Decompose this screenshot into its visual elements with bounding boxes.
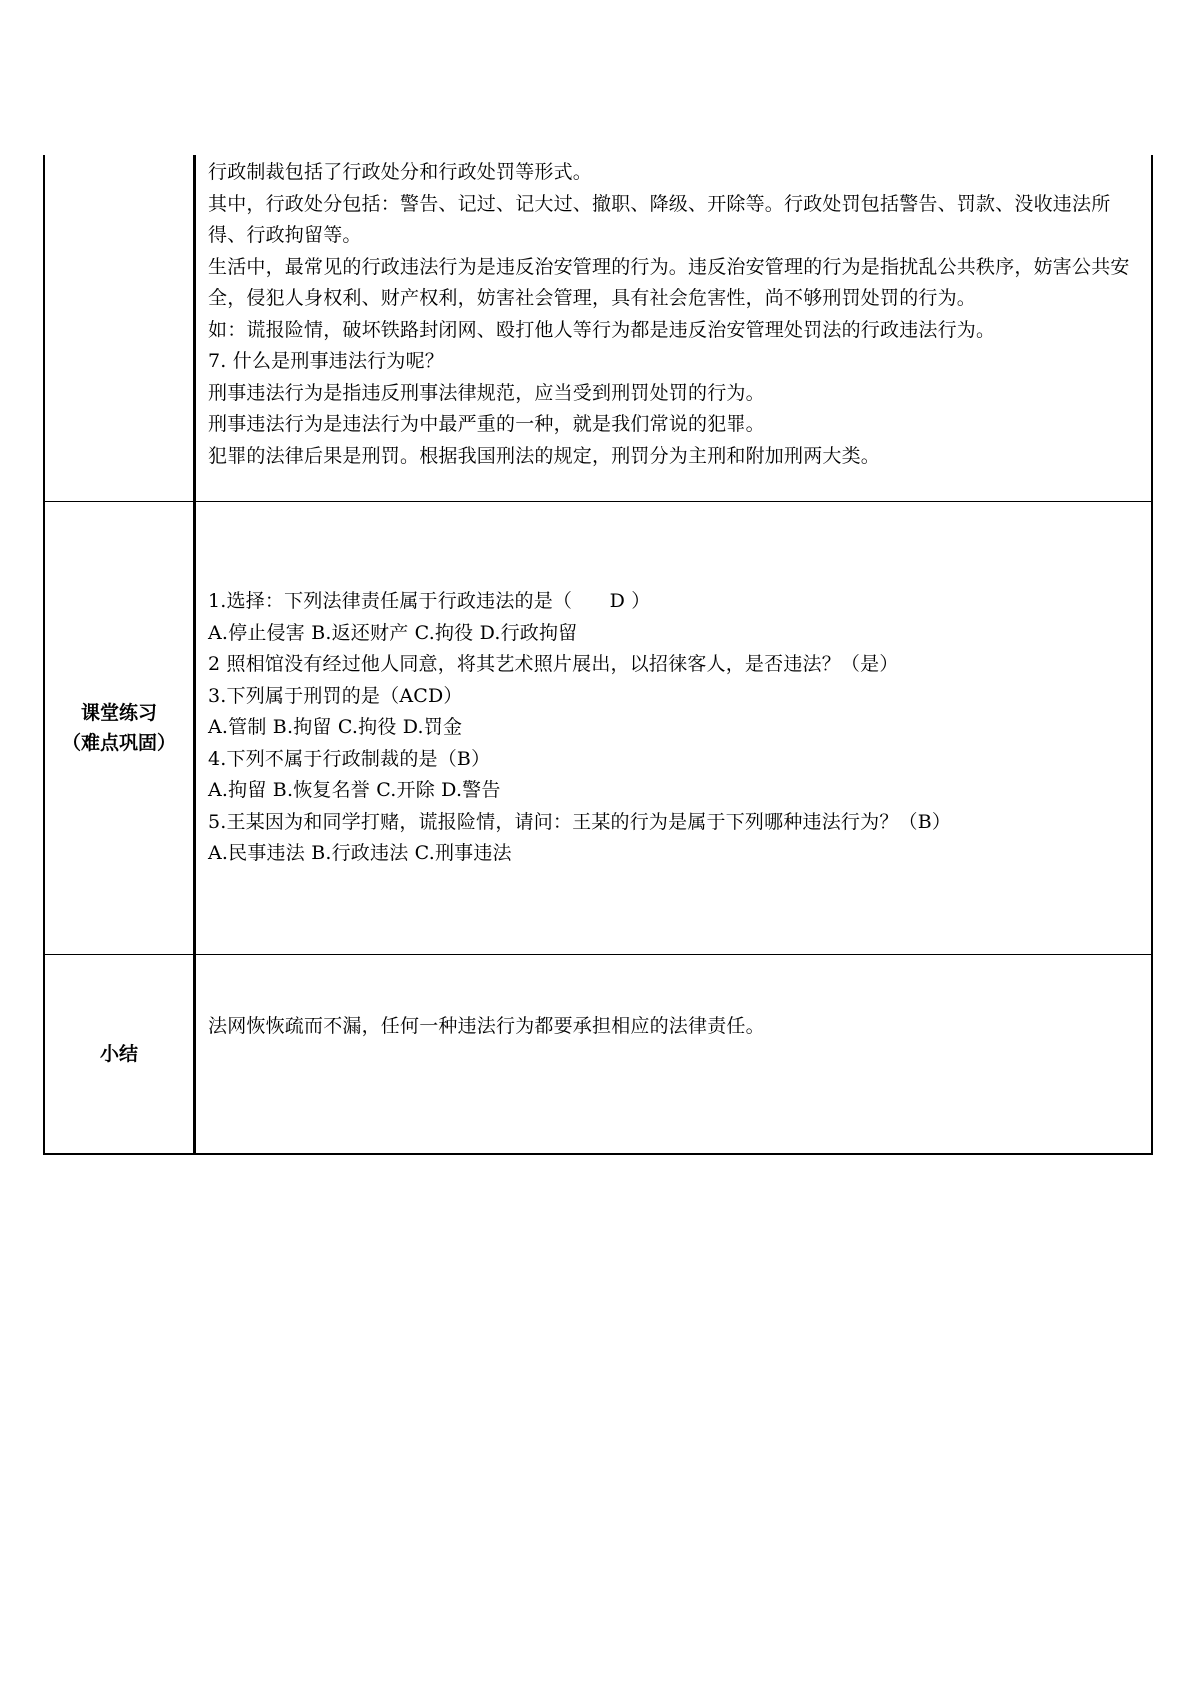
summary-block — [208, 955, 1139, 1043]
row-label: 小结 — [99, 1043, 138, 1065]
paragraph: 犯罪的法律后果是刑罚。根据我国刑法的规定，刑罚分为主刑和附加刑两大类。 — [208, 444, 881, 467]
paragraph: 7. 什么是刑事违法行为呢？ — [208, 350, 444, 372]
options: A.民事违法 B.行政违法 C.刑事违法 — [208, 842, 512, 864]
question: 4.下列不属于行政制裁的是（B） — [208, 747, 491, 770]
paragraph: 行政制裁包括了行政处分和行政处罚等形式。 — [208, 161, 593, 183]
content-block — [208, 155, 1139, 472]
table-row — [44, 155, 1152, 502]
paragraph: 刑事违法行为是指违反刑事法律规范，应当受到刑罚处罚的行为。 — [208, 381, 765, 404]
paragraph: 其中，行政处分包括：警告、记过、记大过、撤职、降级、开除等。行政处罚包括警告、罚款、没收违法所得、行政拘留等。 — [208, 192, 1111, 246]
question: 3.下列属于刑罚的是（ACD） — [208, 684, 463, 707]
table-row — [44, 502, 1152, 955]
summary-text: 法网恢恢疏而不漏，任何一种违法行为都要承担相应的法律责任。 — [208, 1015, 765, 1037]
lesson-plan-table — [43, 155, 1153, 1155]
row-content-cell — [195, 955, 1153, 1155]
row-label-cell — [44, 955, 195, 1155]
question: 2 照相馆没有经过他人同意，将其艺术照片展出，以招徕客人，是否违法？（是） — [208, 653, 899, 675]
row-label: 课堂练习 — [80, 702, 157, 724]
paragraph: 刑事违法行为是违法行为中最严重的一种，就是我们常说的犯罪。 — [208, 413, 765, 435]
exercise-block — [208, 502, 1139, 870]
row-sublabel: （难点巩固） — [61, 732, 176, 754]
paragraph: 如：谎报险情，破坏铁路封闭网、殴打他人等行为都是违反治安管理处罚法的行政违法行为。 — [208, 318, 996, 341]
options: A.管制 B.拘留 C.拘役 D.罚金 — [208, 716, 463, 738]
paragraph: 生活中，最常见的行政违法行为是违反治安管理的行为。违反治安管理的行为是指扰乱公共秩序，妨害公共安全，侵犯人身权利、财产权利，妨害社会管理，具有社会危害性，尚不够刑罚处罚的行为。 — [208, 255, 1130, 309]
row-label-cell — [44, 502, 195, 955]
row-label-cell — [44, 155, 195, 502]
question: 1.选择：下列法律责任属于行政违法的是（ D ） — [208, 590, 651, 612]
row-content-cell — [195, 502, 1153, 955]
table-row — [44, 955, 1152, 1155]
options: A.停止侵害 B.返还财产 C.拘役 D.行政拘留 — [208, 621, 578, 644]
row-content-cell — [195, 155, 1153, 502]
question: 5.王某因为和同学打赌，谎报险情，请问：王某的行为是属于下列哪种违法行为？（B） — [208, 810, 952, 833]
options: A.拘留 B.恢复名誉 C.开除 D.警告 — [208, 779, 501, 801]
